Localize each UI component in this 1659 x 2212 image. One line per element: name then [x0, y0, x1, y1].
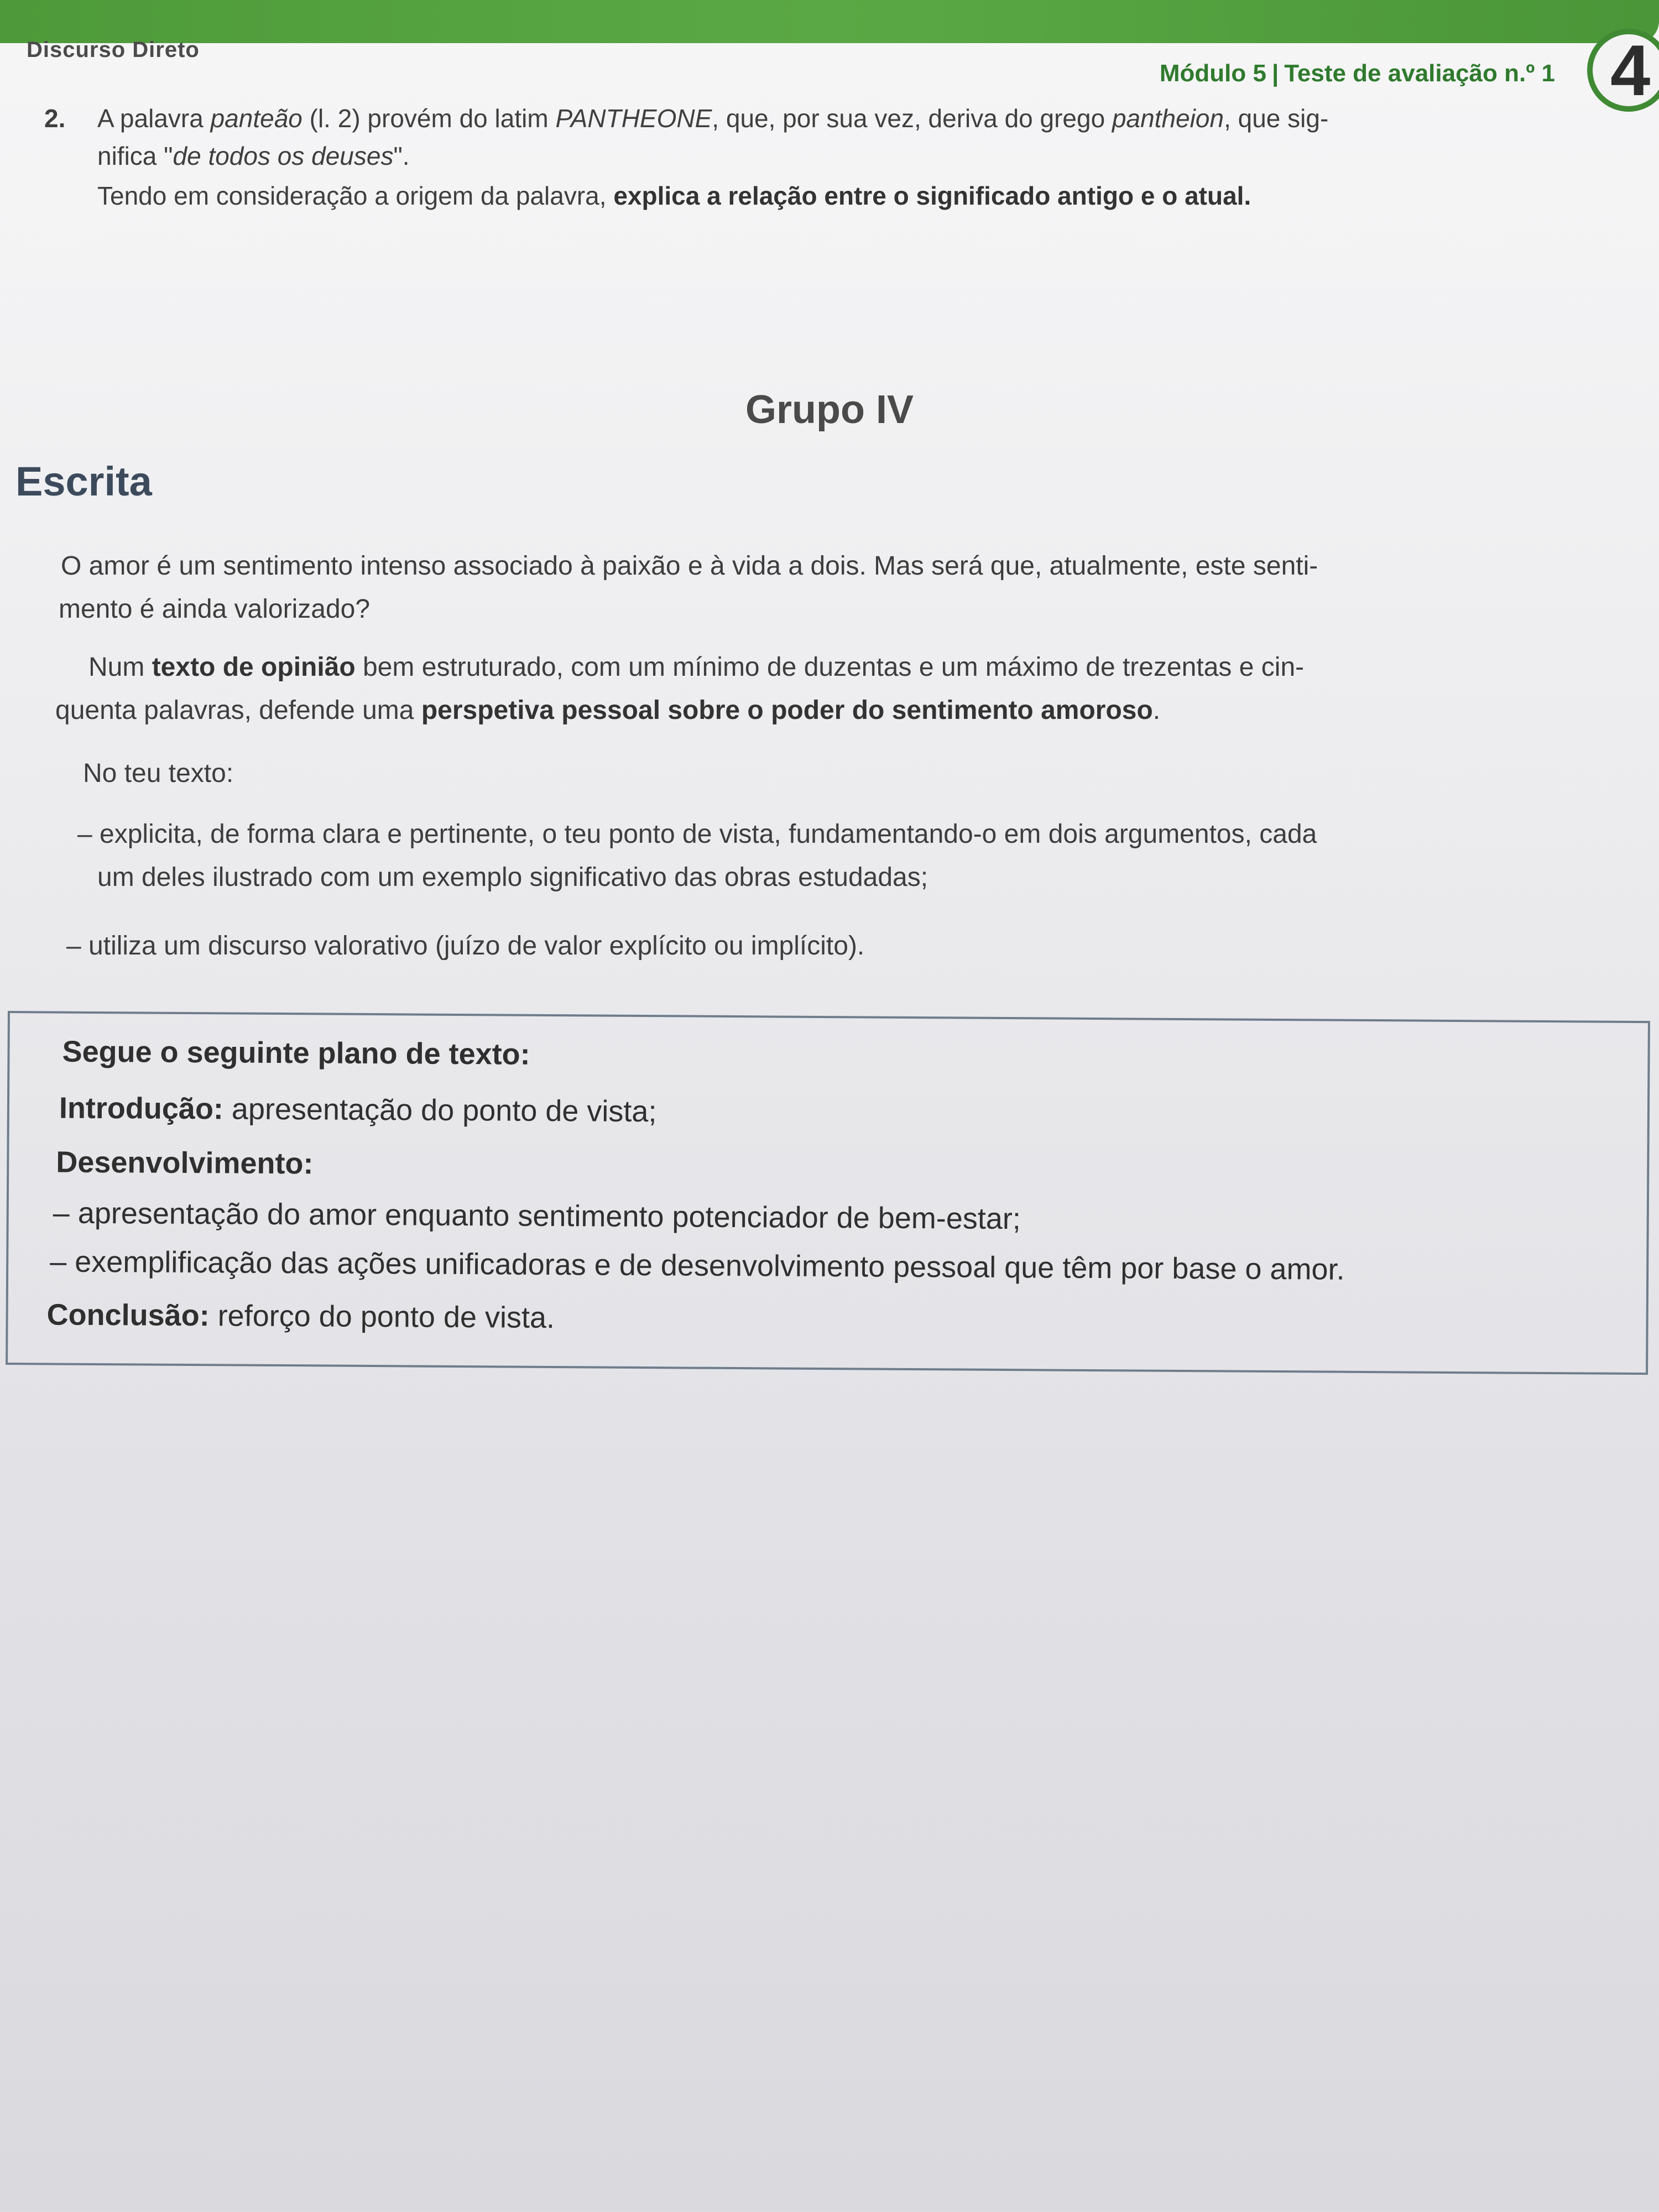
header-separator: |: [1271, 60, 1279, 87]
question-2-line-1: A palavra panteão (l. 2) provém do latim PANTHEONE, que, por sua vez, deriva do grego pantheion, que sig-: [97, 104, 1329, 133]
module-label: Módulo 5: [1159, 60, 1266, 87]
text-plan-box: [6, 1011, 1650, 1375]
prompt-paragraph-1: [61, 545, 1642, 631]
prompt-p1-line-1: O amor é um sentimento intenso associado à paixão e à vida a dois. Mas será que, atualmente, este senti-: [61, 551, 1318, 581]
header-color-band: [0, 0, 1659, 43]
test-number: 4: [1610, 30, 1651, 111]
book-title: Discurso Direto: [27, 38, 200, 62]
group-title: Grupo IV: [745, 388, 914, 432]
question-2: [44, 100, 1637, 215]
module-test-header: [1160, 60, 1555, 87]
plan-development-item-2: – exemplificação das ações unificadoras e de desenvolvimento pessoal que têm por base o amor.: [50, 1245, 1345, 1286]
question-2-line-2: nifica "de todos os deuses".: [97, 142, 410, 170]
prompt-paragraph-3: No teu texto:: [83, 759, 234, 788]
question-number: 2.: [44, 104, 66, 133]
section-title: Escrita: [15, 458, 152, 504]
plan-development-item-1: – apresentação do amor enquanto sentimento potenciador de bem-estar;: [53, 1196, 1021, 1236]
prompt-paragraph-2: [55, 646, 1637, 732]
prompt-bullet-1: [77, 813, 1648, 899]
plan-intro: Introdução: apresentação do ponto de vista;: [59, 1091, 657, 1129]
prompt-bullet-1-line-2: um deles ilustrado com um exemplo significativo das obras estudadas;: [97, 863, 928, 892]
plan-development-label: Desenvolvimento:: [56, 1145, 314, 1181]
plan-heading: Segue o seguinte plano de texto:: [62, 1035, 530, 1071]
prompt-bullet-1-line-1: – explicita, de forma clara e pertinente, o teu ponto de vista, fundamentando-o em dois argumentos, cada: [77, 820, 1317, 849]
prompt-bullet-2: – utiliza um discurso valorativo (juízo de valor explícito ou implícito).: [66, 931, 865, 961]
prompt-p1-line-2: mento é ainda valorizado?: [59, 594, 371, 624]
prompt-p2-line-1: Num texto de opinião bem estruturado, com um mínimo de duzentas e um máximo de trezentas e cin-: [88, 653, 1305, 682]
prompt-p2-line-2: quenta palavras, defende uma perspetiva pessoal sobre o poder do sentimento amoroso.: [55, 696, 1161, 725]
question-2-instruction: Tendo em consideração a origem da palavra, explica a relação entre o significado antigo e o atual.: [97, 181, 1251, 210]
test-label: Teste de avaliação n.º 1: [1284, 60, 1555, 87]
plan-conclusion: Conclusão: reforço do ponto de vista.: [46, 1298, 555, 1335]
